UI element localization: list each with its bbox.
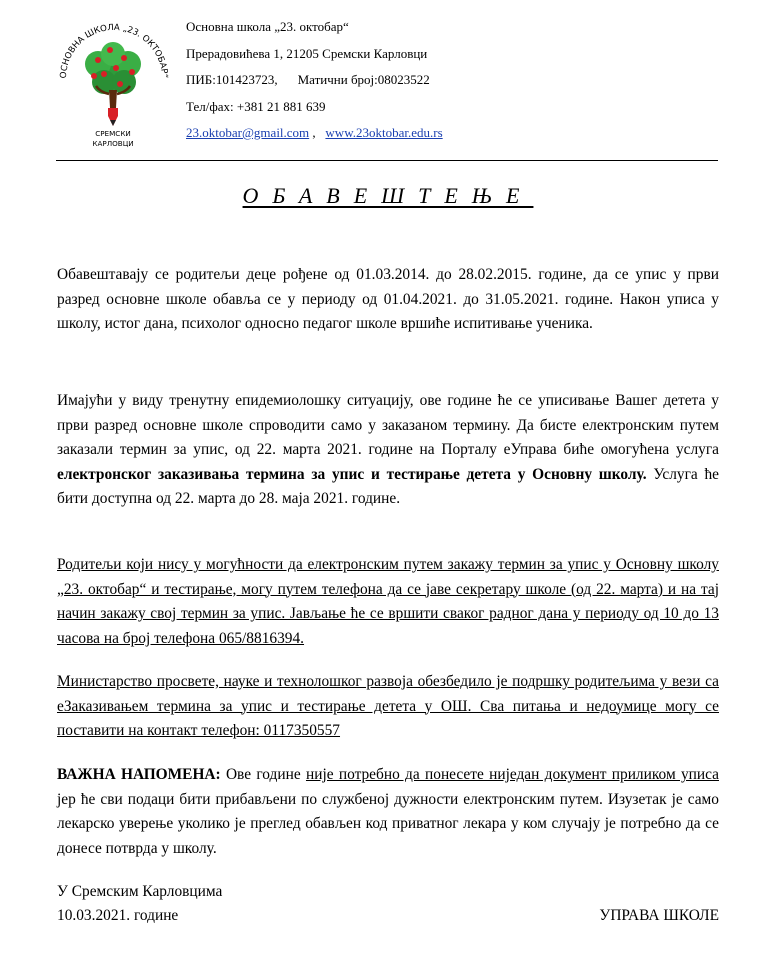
footer-date: 10.03.2021. године — [57, 907, 179, 924]
contact-links — [186, 120, 443, 147]
p5-underlined: није потребно да понесете ниједан документ приликом уписа — [305, 766, 719, 783]
link-separator: , — [309, 125, 316, 140]
document-title — [0, 183, 762, 209]
paragraph-important-note — [57, 763, 719, 861]
logo-pencil-icon — [108, 108, 118, 126]
phone-fax: Тел/фах: +381 21 881 639 — [186, 98, 326, 114]
school-logo — [52, 12, 174, 152]
paragraph-phone-booking: Родитељи који нису у могућности да електронским путем закажу термин за упис у Основну школу „23. октобар“ и тестирање, могу путем телефона да се јаве секретару школе (од 22. марта) и на тај начин закажу свој термин за упис. Јављање ће се вршити сваког радног дана у периоду од 10 до 13 часова на број телефона 065/8816394. — [57, 556, 719, 647]
paragraph-ministry-support: Министарство просвете, науке и технолошког развоја обезбедило је подршку родитељима у вези са еЗаказивањем термина за упис и тестирање детета у ОШ. Сва питања и недоумице могу се поставити на контакт телефон: 0117350557 — [57, 673, 719, 740]
logo-arc-textpath: ОСНОВНА ШКОЛА „23. ОКТОБАР“ — [58, 22, 170, 79]
email-link[interactable]: 23.oktobar@gmail.com — [186, 125, 310, 140]
important-note-label: ВАЖНА НАПОМЕНА: — [57, 766, 221, 783]
p2-text-end: Услуга ће бити доступна од 22. марта до 28. маја 2021. године. — [57, 465, 719, 508]
paragraph-online-booking — [57, 389, 719, 512]
letterhead — [186, 14, 443, 147]
tax-registry-line — [186, 67, 443, 94]
p5-text-start: Ове године — [220, 766, 306, 783]
school-address: Прерадовићева 1, 21205 Сремски Карловци — [186, 45, 428, 61]
school-name: Основна школа „23. октобар“ — [186, 19, 349, 34]
registry-number: Матични број:08023522 — [297, 72, 430, 87]
p2-bold-service: електронског заказивања термина за упис и тестирање детета у Основну школу. — [57, 465, 647, 483]
website-link[interactable]: www.23oktobar.edu.rs — [325, 125, 443, 140]
logo-town-line2: КАРЛОВЦИ — [92, 139, 134, 148]
header-divider — [56, 160, 718, 161]
document-title-text: ОБАВЕШТЕЊЕ — [242, 183, 534, 208]
footer-place-date — [57, 880, 222, 928]
p2-text-start: Имајући у виду тренутну епидемиолошку ситуацију, ове године ће се уписивање Вашег детета у први разред основне школе спроводити само у заказаном термину. Да бисте електронским путем заказали термин за упис, од 22. марта 2021. године на Порталу еУправа биће омогућена услуга — [57, 392, 719, 459]
logo-tree-icon — [85, 42, 141, 108]
p5-text-end: јер ће сви подаци бити прибављени по службеној дужности електронским путем. Изузетак је само лекарско уверење уколико је преглед обављен код приватног лекара у ком случају је потребно да се донесе потврда у школу. — [57, 790, 719, 857]
paragraph-enrollment-dates: Обавештавају се родитељи деце рођене од 01.03.2014. до 28.02.2015. године, да се упис у први разред основне школе обавља се у периоду од 01.04.2021. до 31.05.2021. године. Након уписа у школу, истог дана, психолог односно педагог школе вршиће испитивање ученика. — [57, 266, 719, 333]
pib-number: ПИБ:101423723, — [186, 72, 278, 87]
logo-town-line1: СРЕМСКИ — [95, 129, 131, 138]
footer-place: У Сремским Карловцима — [57, 883, 223, 900]
footer-signature: УПРАВА ШКОЛЕ — [599, 907, 719, 924]
